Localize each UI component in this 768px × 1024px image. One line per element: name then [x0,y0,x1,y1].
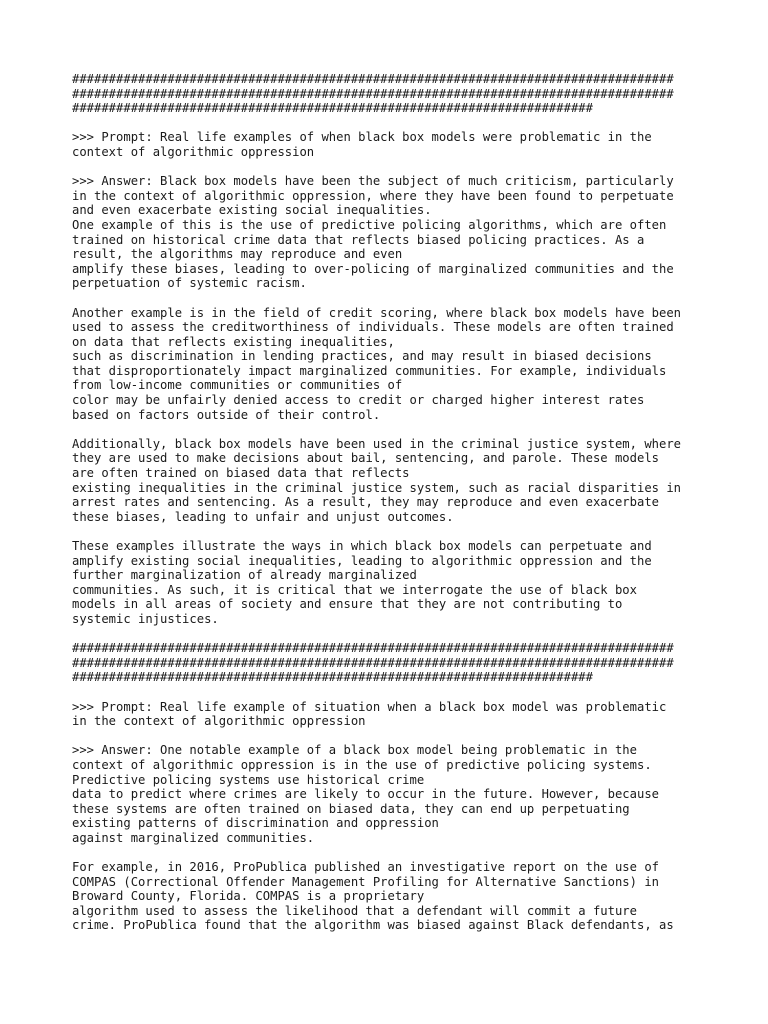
paragraph-gap [72,524,702,539]
text-line: result, the algorithms may reproduce and even [72,247,403,262]
separator-line: ################################################################################## [72,655,674,670]
text-line: these systems are often trained on biased data, they can end up perpetuating [72,801,630,816]
text-line: COMPAS (Correctional Offender Management Profiling for Alternative Sanctions) in [72,874,659,889]
text-line: based on factors outside of their control. [72,407,381,422]
text-line: in the context of algorithmic oppression, where they have been found to perpetuate [72,188,674,203]
text-line: and even exacerbate existing social inequalities. [72,203,432,218]
text-line: Additionally, black box models have been used in the criminal justice system, where [72,436,682,451]
text-line: >>> Answer: One notable example of a black box model being problematic in the [72,743,637,758]
text-line: on data that reflects existing inequalities, [72,334,395,349]
text-line: used to assess the creditworthiness of individuals. These models are often trained [72,320,674,335]
text-line: models in all areas of society and ensure that they are not contributing to [72,597,623,612]
text-line: Another example is in the field of credit scoring, where black box models have been [72,305,682,320]
text-paragraph [72,437,702,525]
text-line: algorithm used to assess the likelihood that a defendant will commit a future [72,903,637,918]
text-line: One example of this is the use of predictive policing algorithms, which are often [72,217,667,232]
text-line: For example, in 2016, ProPublica published an investigative report on the use of [72,860,659,875]
text-line: are often trained on biased data that reflects [72,466,410,481]
paragraph-gap [72,291,702,306]
text-paragraph [72,174,702,291]
text-line: >>> Answer: Black box models have been the subject of much criticism, particularly [72,174,674,189]
text-line: against marginalized communities. [72,830,315,845]
hash-separator [72,72,702,116]
text-line: perpetuation of systemic racism. [72,276,307,291]
paragraph-gap [72,116,702,131]
text-paragraph [72,130,702,159]
text-line: systemic injustices. [72,611,219,626]
text-line: communities. As such, it is critical that we interrogate the use of black box [72,582,637,597]
text-line: >>> Prompt: Real life example of situation when a black box model was problematic [72,699,667,714]
paragraph-gap [72,845,702,860]
paragraph-gap [72,685,702,700]
text-line: they are used to make decisions about bail, sentencing, and parole. These models [72,451,659,466]
text-line: from low-income communities or communities of [72,378,403,393]
text-line: context of algorithmic oppression [72,144,315,159]
paragraph-gap [72,627,702,642]
text-line: arrest rates and sentencing. As a result, they may reproduce and even exacerbate [72,495,659,510]
paragraph-gap [72,422,702,437]
text-paragraph [72,700,702,729]
separator-line: ################################################################################## [72,72,674,86]
text-line: further marginalization of already marginalized [72,568,417,583]
text-line: trained on historical crime data that reflects biased policing practices. As a [72,232,645,247]
text-line: existing inequalities in the criminal justice system, such as racial disparities in [72,480,682,495]
text-paragraph [72,860,702,933]
text-paragraph [72,743,702,845]
separator-line: ####################################################################### [72,670,593,685]
text-line: crime. ProPublica found that the algorithm was biased against Black defendants, as [72,918,674,933]
separator-line: ################################################################################## [72,641,674,656]
text-line: Broward County, Florida. COMPAS is a proprietary [72,889,425,904]
text-line: color may be unfairly denied access to credit or charged higher interest rates [72,393,645,408]
paragraph-gap [72,729,702,744]
text-line: Predictive policing systems use historical crime [72,772,425,787]
text-line: >>> Prompt: Real life examples of when black box models were problematic in the [72,130,652,145]
document-page [72,72,702,933]
separator-line: ####################################################################### [72,101,593,116]
text-line: existing patterns of discrimination and oppression [72,816,439,831]
separator-line: ################################################################################## [72,86,674,101]
hash-separator [72,641,702,685]
text-line: data to predict where crimes are likely to occur in the future. However, because [72,787,659,802]
text-line: These examples illustrate the ways in which black box models can perpetuate and [72,539,652,553]
text-line: such as discrimination in lending practices, and may result in biased decisions [72,349,652,364]
text-line: these biases, leading to unfair and unjust outcomes. [72,509,454,524]
text-paragraph [72,306,702,423]
text-line: amplify these biases, leading to over-policing of marginalized communities and the [72,261,674,276]
text-line: that disproportionately impact marginalized communities. For example, individuals [72,363,667,378]
text-line: in the context of algorithmic oppression [72,714,366,729]
paragraph-gap [72,160,702,175]
text-line: context of algorithmic oppression is in the use of predictive policing systems. [72,757,652,772]
text-line: amplify existing social inequalities, leading to algorithmic oppression and the [72,553,652,568]
text-paragraph [72,539,702,627]
